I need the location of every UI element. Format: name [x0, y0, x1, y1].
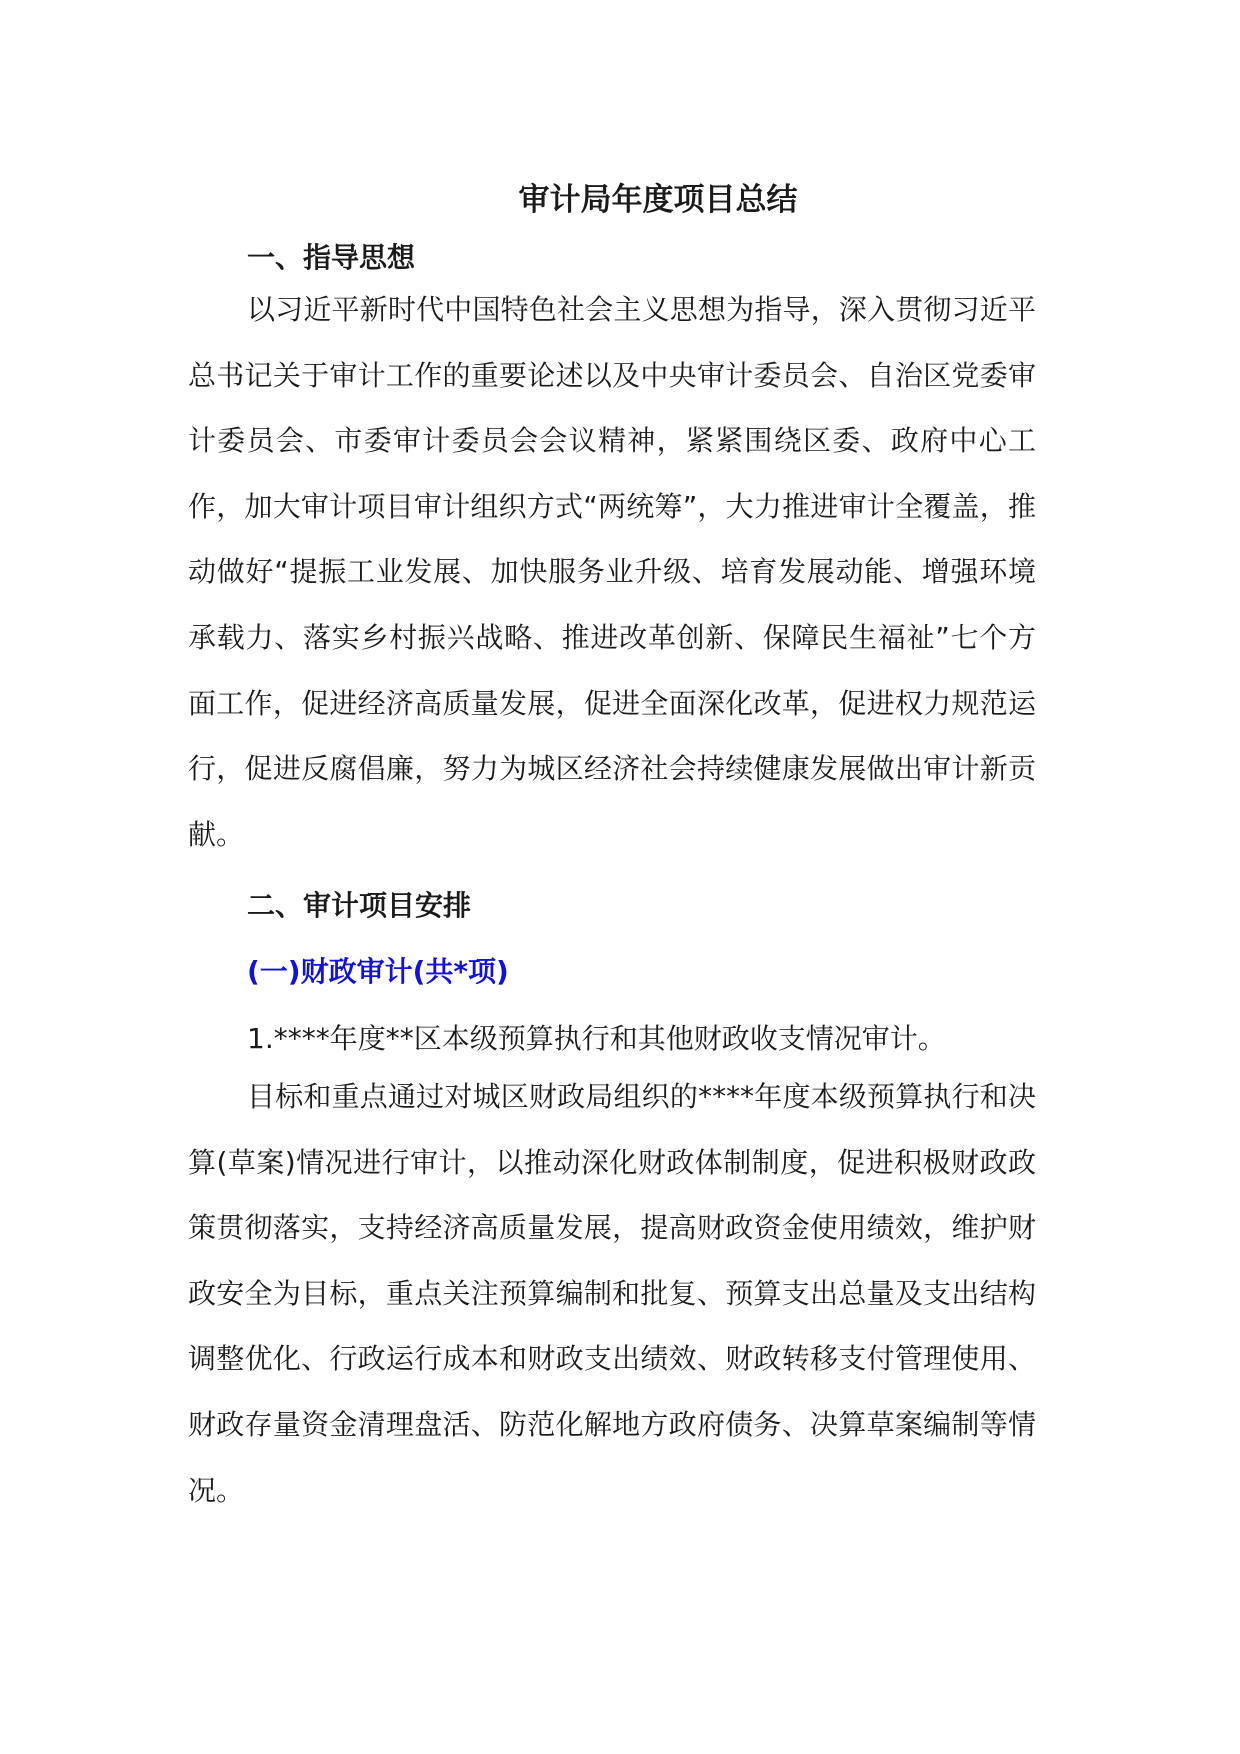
- audit-item-1-paragraph: 目标和重点通过对城区财政局组织的****年度本级预算执行和决算(草案)情况进行审计，以推动深化财政体制制度，促进积极财政政策贯彻落实，支持经济高质量发展，提高财政资金使用绩效，维护财政安全为目标，重点关注预算编制和批复、预算支出总量及支出结构调整优化、行政运行成本和财政支出绩效、财政转移支付管理使用、财政存量资金清理盘活、防范化解地方政府债务、决算草案编制等情况。: [188, 1080, 1036, 1507]
- document-title: 审计局年度项目总结: [518, 182, 798, 218]
- subheading-fiscal-audit: (一)财政审计(共*项): [247, 955, 509, 988]
- guiding-ideology-paragraph: 以习近平新时代中国特色社会主义思想为指导，深入贯彻习近平总书记关于审计工作的重要论述以及中央审计委员会、自治区党委审计委员会、市委审计委员会会议精神，紧紧围绕区委、政府中心工作，加大审计项目审计组织方式“两统筹”，大力推进审计全覆盖，推动做好“提振工业发展、加快服务业升级、培育发展动能、增强环境承载力、落实乡村振兴战略、推进改革创新、保障民生福祉”七个方面工作，促进经济高质量发展，促进全面深化改革，促进权力规范运行，促进反腐倡廉，努力为城区经济社会持续健康发展做出审计新贡献。: [188, 293, 1036, 851]
- section-heading-guiding-ideology: 一、指导思想: [247, 241, 416, 274]
- audit-item-1-title: 1.****年度**区本级预算执行和其他财政收支情况审计。: [247, 1022, 946, 1055]
- section-heading-audit-projects: 二、审计项目安排: [247, 889, 472, 922]
